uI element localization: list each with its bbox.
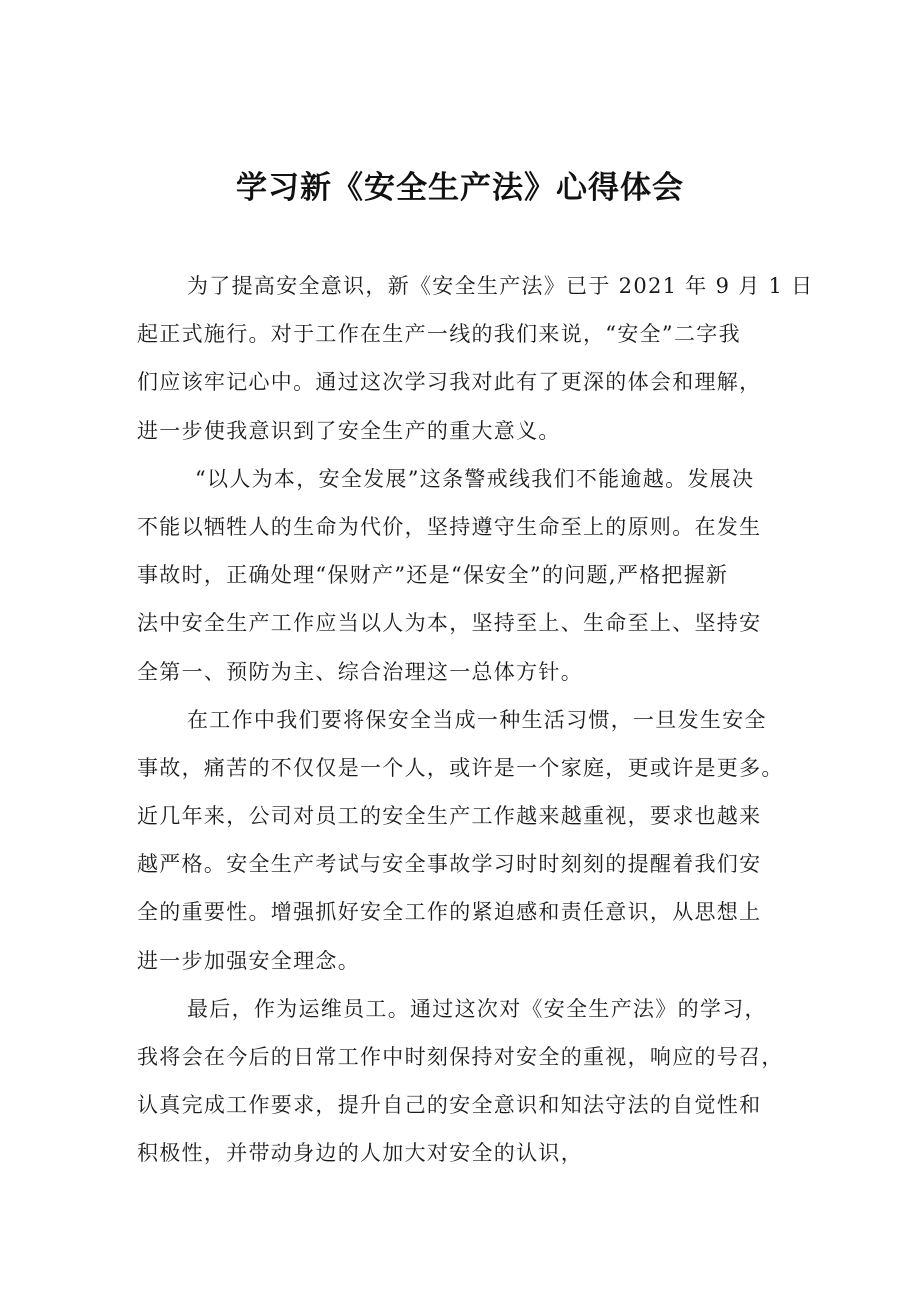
paragraph-line: 近几年来，公司对员工的安全生产工作越来越重视，要求也越来: [137, 804, 762, 829]
paragraph-line: 事故时，正确处理“保财产”还是“保安全”的问题,严格把握新: [137, 563, 729, 588]
paragraph-3: [137, 696, 797, 985]
paragraph-line: 全的重要性。增强抓好安全工作的紧迫感和责任意识，从思想上: [137, 900, 762, 925]
paragraph-line: 不能以牺牲人的生命为代价，坚持遵守生命至上的原则。在发生: [137, 514, 762, 539]
paragraph-2: [137, 455, 797, 696]
paragraph-line: 在工作中我们要将保安全当成一种生活习惯，一旦发生安全: [187, 707, 767, 732]
paragraph-line: “以人为本，安全发展”这条警戒线我们不能逾越。发展决: [195, 466, 755, 491]
paragraph-4: [137, 985, 797, 1178]
paragraph-line: 我将会在今后的日常工作中时刻保持对安全的重视，响应的号召，: [137, 1045, 784, 1069]
paragraph-line: 最后，作为运维员工。通过这次对《安全生产法》的学习，: [187, 996, 767, 1021]
paragraph-line: 全第一、预防为主、综合治理这一总体方针。: [137, 659, 583, 684]
paragraph-line: 起正式施行。对于工作在生产一线的我们来说，“安全”二字我: [137, 322, 741, 347]
paragraph-line: 越严格。安全生产考试与安全事故学习时时刻刻的提醒着我们安: [137, 852, 762, 877]
paragraph-line: 进一步加强安全理念。: [137, 948, 360, 973]
paragraph-1: [137, 262, 814, 455]
paragraph-line: 事故，痛苦的不仅仅是一个人，或许是一个家庭，更或许是更多。: [137, 755, 784, 780]
document-title: 学习新《安全生产法》心得体会: [236, 170, 684, 206]
paragraph-line: 进一步使我意识到了安全生产的重大意义。: [137, 418, 561, 443]
paragraph-line: 们应该牢记心中。通过这次学习我对此有了更深的体会和理解，: [137, 370, 762, 395]
paragraph-line: 积极性，并带动身边的人加大对安全的认识，: [137, 1141, 583, 1166]
paragraph-line: 法中安全生产工作应当以人为本，坚持至上、生命至上、坚持安: [137, 611, 762, 636]
paragraph-line: 为了提高安全意识，新《安全生产法》已于 2021 年 9 月 1 日: [187, 274, 814, 298]
paragraph-line: 认真完成工作要求，提升自己的安全意识和知法守法的自觉性和: [137, 1093, 762, 1118]
document-body: [137, 262, 814, 1178]
